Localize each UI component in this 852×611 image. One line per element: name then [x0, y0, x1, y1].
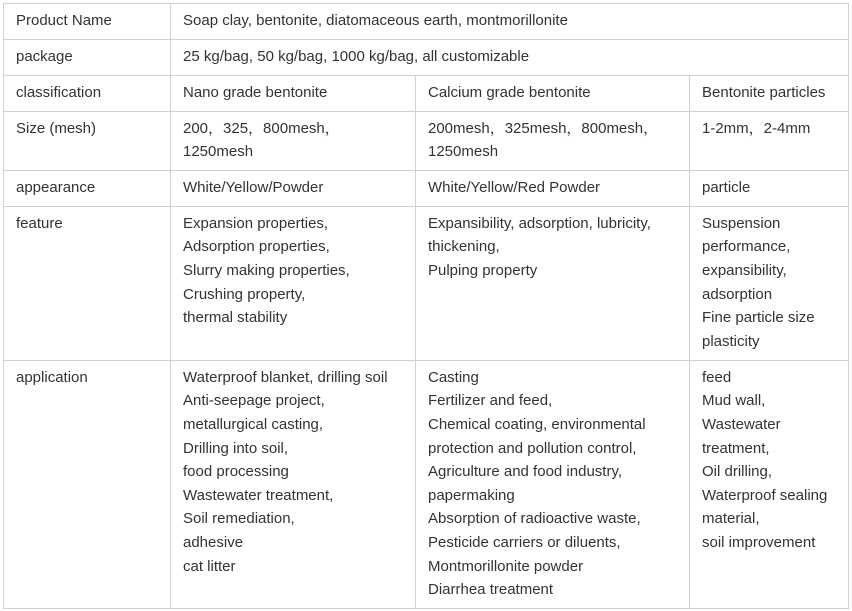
cell-product-name: Soap clay, bentonite, diatomaceous earth, montmorillonite — [171, 4, 849, 40]
cell-particles: Bentonite particles — [690, 75, 849, 111]
cell-nano: 200，325，800mesh， 1250mesh — [171, 111, 416, 170]
cell-calcium: 200mesh，325mesh，800mesh， 1250mesh — [416, 111, 690, 170]
product-spec-table — [3, 3, 849, 609]
row-label: package — [4, 39, 171, 75]
row-label: classification — [4, 75, 171, 111]
cell-nano: White/Yellow/Powder — [171, 170, 416, 206]
cell-calcium: White/Yellow/Red Powder — [416, 170, 690, 206]
cell-nano: Expansion properties, Adsorption properties, Slurry making properties, Crushing property, thermal stability — [171, 206, 416, 360]
row-label: Product Name — [4, 4, 171, 40]
row-label: application — [4, 360, 171, 608]
cell-particles: particle — [690, 170, 849, 206]
row-size — [4, 111, 849, 170]
cell-nano: Nano grade bentonite — [171, 75, 416, 111]
row-classification — [4, 75, 849, 111]
row-label: feature — [4, 206, 171, 360]
row-application — [4, 360, 849, 608]
row-label: appearance — [4, 170, 171, 206]
cell-particles: feed Mud wall, Wastewater treatment, Oil drilling, Waterproof sealing material, soil improvement — [690, 360, 849, 608]
row-product-name — [4, 4, 849, 40]
cell-calcium: Casting Fertilizer and feed, Chemical coating, environmental protection and pollution control, Agriculture and food industry, papermaking Absorption of radioactive waste, Pesticide carriers or diluents, Montmorillonite powder Diarrhea treatment — [416, 360, 690, 608]
row-appearance — [4, 170, 849, 206]
cell-particles: 1-2mm，2-4mm — [690, 111, 849, 170]
cell-package: 25 kg/bag, 50 kg/bag, 1000 kg/bag, all customizable — [171, 39, 849, 75]
cell-calcium: Calcium grade bentonite — [416, 75, 690, 111]
spec-table-body — [4, 4, 849, 609]
row-package — [4, 39, 849, 75]
cell-calcium: Expansibility, adsorption, lubricity, thickening, Pulping property — [416, 206, 690, 360]
row-label: Size (mesh) — [4, 111, 171, 170]
row-feature — [4, 206, 849, 360]
cell-particles: Suspension performance, expansibility, adsorption Fine particle size plasticity — [690, 206, 849, 360]
cell-nano: Waterproof blanket, drilling soil Anti-seepage project, metallurgical casting, Drilling into soil, food processing Wastewater treatment, Soil remediation, adhesive cat litter — [171, 360, 416, 608]
